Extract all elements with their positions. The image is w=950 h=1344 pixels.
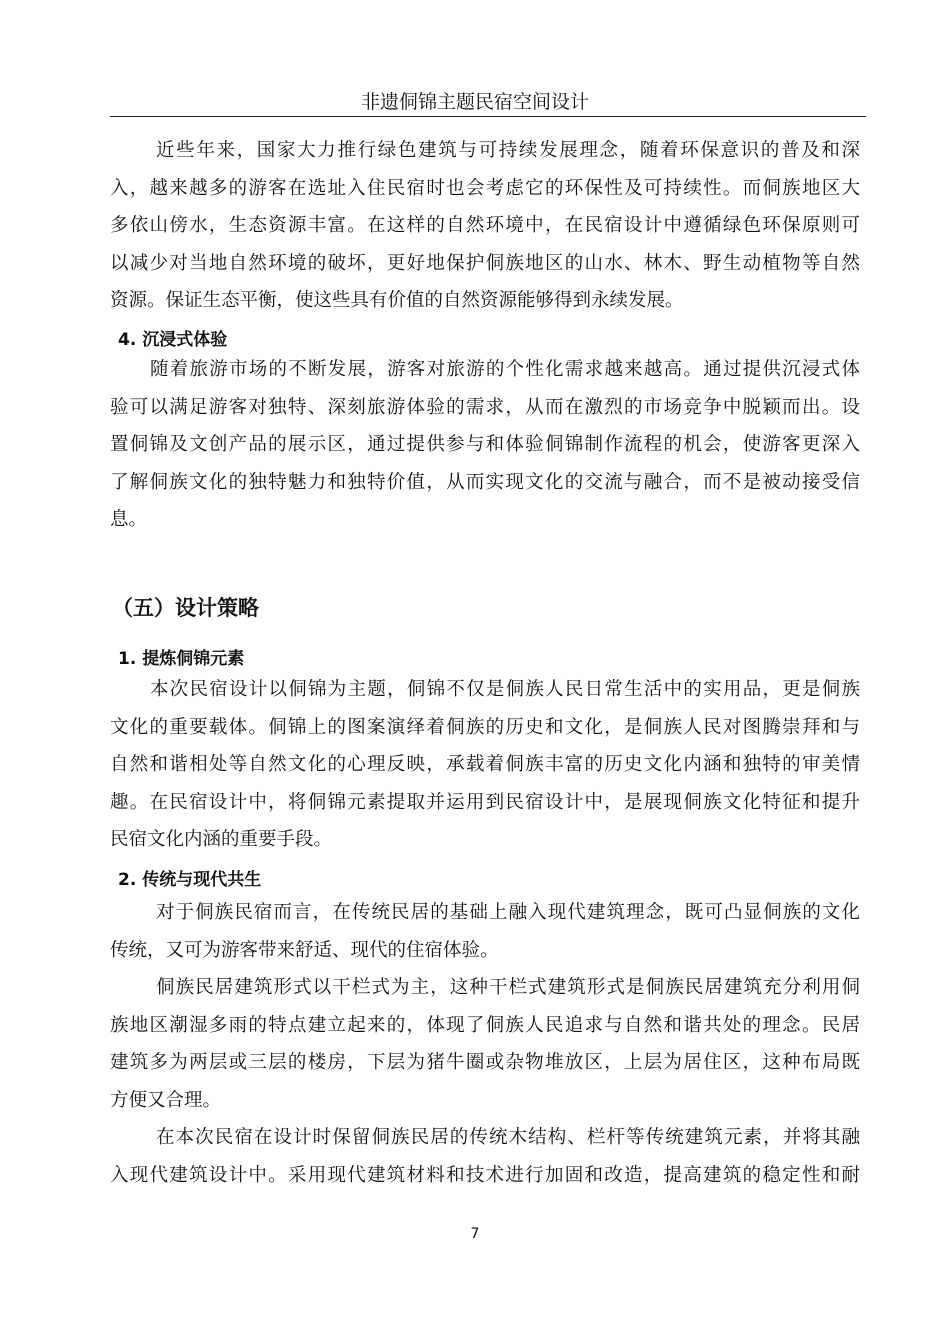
running-header: 非遗侗锦主题民宿空间设计 [360,91,589,113]
text-line: 置侗锦及文创产品的展示区，通过提供参与和体验侗锦制作流程的机会，使游客更深入 [110,434,860,455]
text-line: 随着旅游市场的不断发展，游客对旅游的个性化需求越来越高。通过提供沉浸式体 [150,359,860,380]
subheading-tradition-modern: 2. 传统与现代共生 [118,870,262,890]
paragraph-tradition-modern [110,894,860,969]
paragraph-immersive [110,351,860,539]
text-line: 对于侗族民宿而言，在传统民居的基础上融入现代建筑理念，既可凸显侗族的文化 [156,902,860,923]
page-number: 7 [470,1226,480,1242]
text-line: 在本次民宿在设计时保留侗族民居的传统木结构、栏杆等传统建筑元素，并将其融 [156,1127,860,1148]
header-rule [110,116,866,117]
subheading-immersive: 4. 沉浸式体验 [118,330,228,350]
paragraph-extract [110,671,860,859]
text-line: 多依山傍水，生态资源丰富。在这样的自然环境中，在民宿设计中遵循绿色环保原则可 [110,215,860,236]
text-line: 民宿文化内涵的重要手段。 [110,829,333,850]
section-heading: （五）设计策略 [112,596,259,620]
text-line: 侗族民居建筑形式以干栏式为主，这种干栏式建筑形式是侗族民居建筑充分利用侗 [156,977,860,998]
text-line: 息。 [110,509,148,530]
text-line: 趣。在民宿设计中，将侗锦元素提取并运用到民宿设计中，是展现侗族文化特征和提升 [110,791,860,813]
text-line: 入，越来越多的游客在选址入住民宿时也会考虑它的环保性及可持续性。而侗族地区大 [110,177,860,199]
text-line: 建筑多为两层或三层的楼房，下层为猪牛圈或杂物堆放区，上层为居住区，这种布局既 [110,1052,860,1073]
paragraph-preserve [110,1119,860,1194]
text-line: 文化的重要载体。侗锦上的图案演绎着侗族的历史和文化，是侗族人民对图腾崇拜和与 [110,716,860,738]
subheading-extract: 1. 提炼侗锦元素 [118,649,245,669]
text-line: 以减少对当地自然环境的破坏，更好地保护侗族地区的山水、林木、野生动植物等自然 [110,252,860,274]
text-line: 近些年来，国家大力推行绿色建筑与可持续发展理念，随着环保意识的普及和深 [156,140,860,161]
text-line: 本次民宿设计以侗锦为主题，侗锦不仅是侗族人民日常生活中的实用品，更是侗族 [150,679,860,700]
text-line: 资源。保证生态平衡，使这些具有价值的自然资源能够得到永续发展。 [110,290,684,311]
text-line: 了解侗族文化的独特魅力和独特价值，从而实现文化的交流与融合，而不是被动接受信 [110,471,860,493]
text-line: 入现代建筑设计中。采用现代建筑材料和技术进行加固和改造，提高建筑的稳定性和耐 [110,1164,860,1186]
paragraph-ganlan [110,969,860,1119]
text-line: 族地区潮湿多雨的特点建立起来的，体现了侗族人民追求与自然和谐共处的理念。民居 [110,1014,860,1036]
text-line: 传统，又可为游客带来舒适、现代的住宿体验。 [110,939,499,961]
text-line: 方便又合理。 [110,1089,222,1111]
text-line: 验可以满足游客对独特、深刻旅游体验的需求，从而在激烈的市场竞争中脱颖而出。设 [110,396,860,418]
paragraph-green-building [110,132,860,320]
text-line: 自然和谐相处等自然文化的心理反映，承载着侗族丰富的历史文化内涵和独特的审美情 [110,754,860,775]
